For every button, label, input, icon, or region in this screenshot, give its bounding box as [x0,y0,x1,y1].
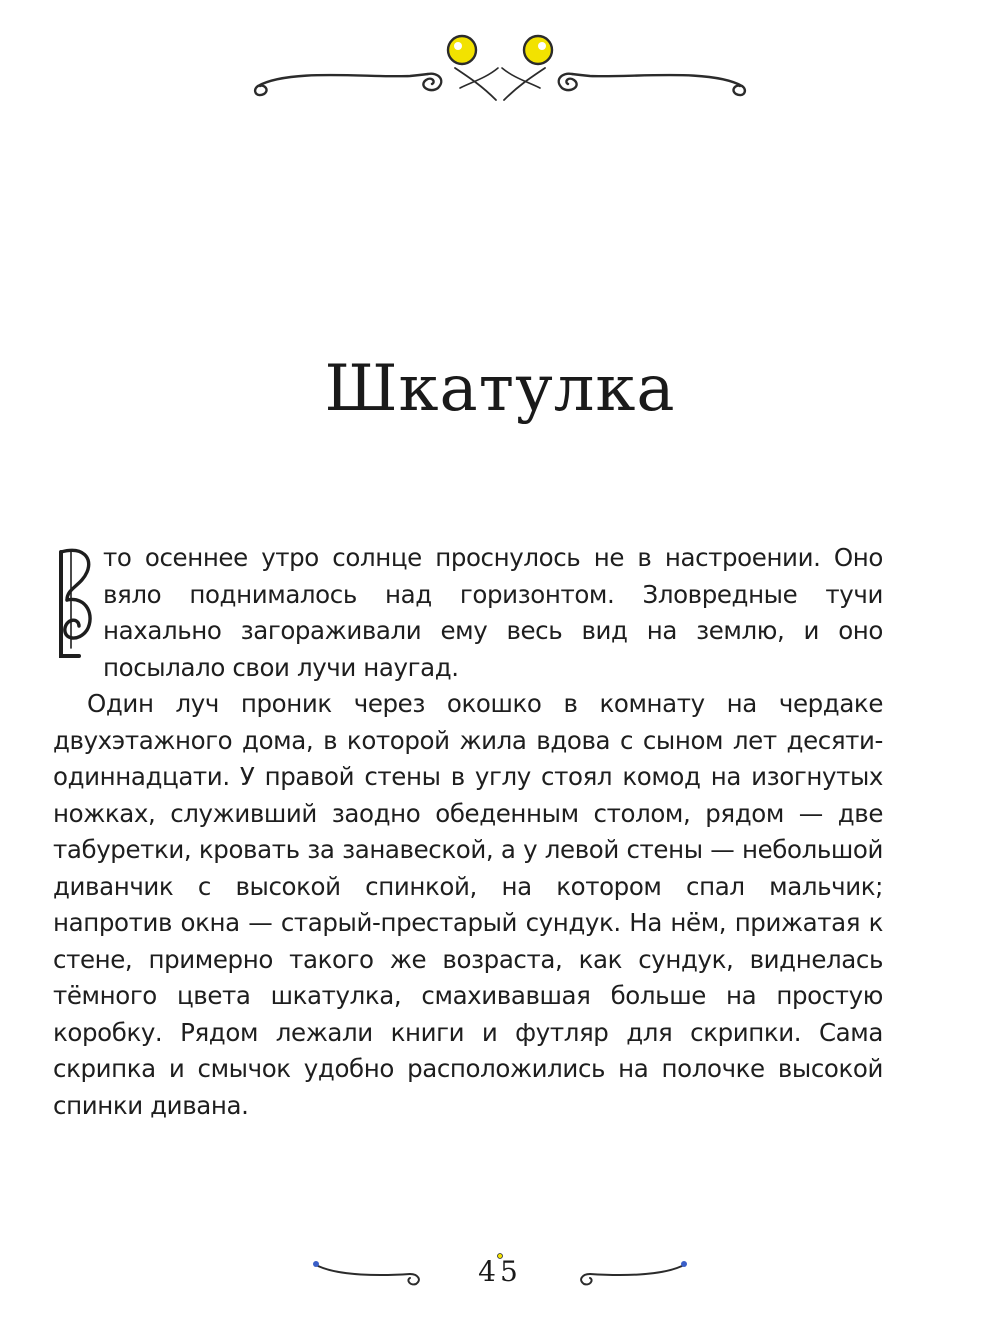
flourish-ornament-icon [250,28,750,118]
paragraph-1 [53,540,883,686]
paragraph-2: Один луч проник через окошко в комнату на чердаке двухэтажного дома, в которой жила вдова с сыном лет десяти-одиннадцати. У правой стены в углу стоял комод на изогнутых ножках, служивший заодно обеденным столом, рядом — две табуретки, кровать за занавеской, а у левой стены — небольшой диванчик с высокой спинкой, на котором спал мальчик; напротив окна — старый-престарый сундук. На нём, прижатая к стене, примерно такого же возраста, как сундук, виднелась тёмного цвета шкатулка, смахивавшая больше на простую коробку. Рядом лежали книги и футляр для скрипки. Сама скрипка и смычок удобно расположились на полочке высокой спинки дивана. [53,689,883,1120]
chapter-body [53,540,883,1124]
chapter-title: Шкатулка [324,352,676,426]
drop-cap-letter [459,650,460,651]
decorative-drop-cap-icon [53,544,95,662]
paragraph-1-text: то осеннее утро солнце проснулось не в настроении. Оно вяло поднималось над горизонтом. Зловредные тучи нахально загораживали ему весь вид на землю, и оно посылало свои лучи наугад. [103,543,883,682]
page-number: 45 [478,1255,522,1288]
